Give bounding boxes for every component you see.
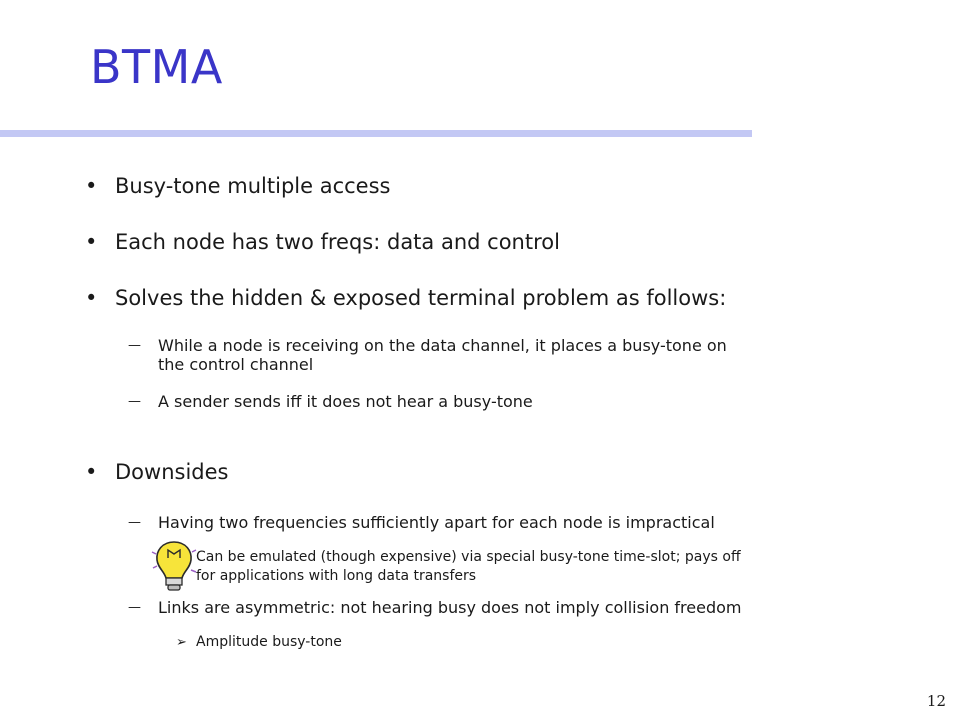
sub-bullet-text: Links are asymmetric: not hearing busy does not imply collision freedom <box>158 598 742 617</box>
dash-bullet-icon: — <box>128 338 141 353</box>
bullet-dot-icon: • <box>85 230 98 254</box>
bullet-text: Downsides <box>115 460 229 484</box>
page-number: 12 <box>926 692 946 710</box>
bullet-dot-icon: • <box>85 286 98 310</box>
sub-bullet-asymmetric <box>128 598 742 617</box>
sub-bullet-text-line-1: While a node is receiving on the data channel, it places a busy-tone on <box>158 336 727 355</box>
note-text-line-1: Can be emulated (though expensive) via special busy-tone time-slot; pays off <box>196 549 741 565</box>
note-text: Amplitude busy-tone <box>196 634 342 650</box>
sub-bullet-text-line-2: the control channel <box>158 355 314 374</box>
dash-bullet-icon: — <box>128 600 141 615</box>
sub-bullet-frequencies <box>128 513 715 532</box>
bullet-text: Each node has two freqs: data and control <box>115 230 560 254</box>
note-amplitude <box>176 633 342 652</box>
sub-bullet-text: A sender sends iff it does not hear a busy-tone <box>158 392 533 411</box>
bullet-text: Solves the hidden & exposed terminal problem as follows: <box>115 286 727 310</box>
bullet-busy-tone <box>85 174 390 198</box>
note-text-line-2: for applications with long data transfers <box>196 568 477 584</box>
title-underline <box>0 130 752 137</box>
sub-bullet-text: Having two frequencies sufficiently apart for each node is impractical <box>158 513 715 532</box>
bullet-solves <box>85 286 726 310</box>
bullet-two-freqs <box>85 230 560 254</box>
bullet-text: Busy-tone multiple access <box>115 174 391 198</box>
bullet-dot-icon: • <box>85 460 98 484</box>
dash-bullet-icon: — <box>128 515 141 530</box>
dash-bullet-icon: — <box>128 394 141 409</box>
sub-bullet-receiving <box>128 336 727 374</box>
bullet-downsides <box>85 460 228 484</box>
bullet-dot-icon: • <box>85 174 98 198</box>
slide-title: BTMA <box>90 40 223 94</box>
sub-bullet-sender <box>128 392 533 411</box>
note-emulation <box>176 548 741 586</box>
arrow-bullet-icon: ➢ <box>176 635 187 650</box>
